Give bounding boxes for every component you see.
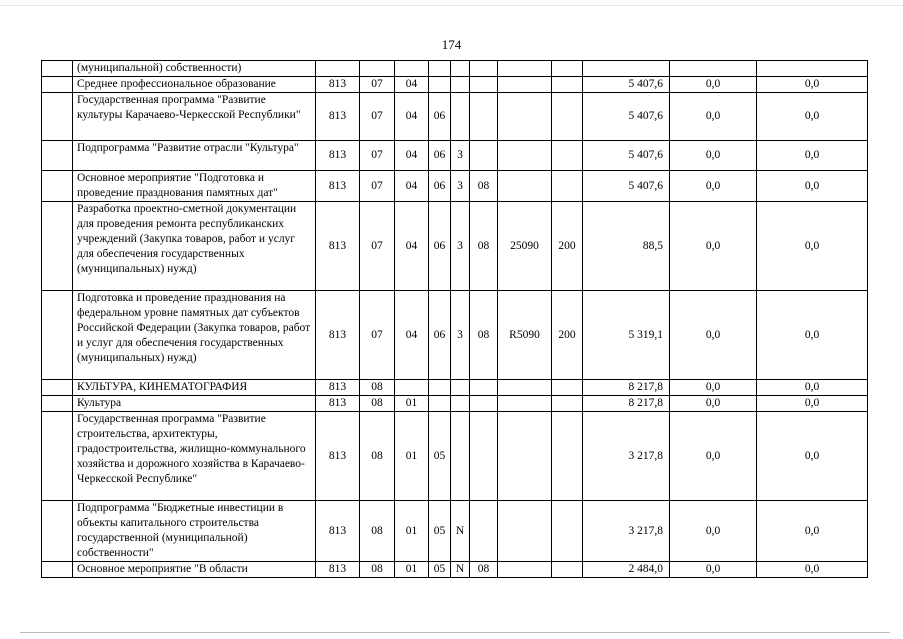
cell-activity — [470, 77, 498, 93]
cell-direction — [498, 77, 552, 93]
cell-sum-year2: 0,0 — [670, 562, 757, 578]
cell-subsection: 04 — [395, 93, 429, 141]
cell-grbs: 813 — [316, 291, 360, 380]
table-row — [42, 412, 868, 501]
cell-activity — [470, 501, 498, 562]
cell-activity: 08 — [470, 202, 498, 291]
cell-subsection — [395, 61, 429, 77]
cell-section: 08 — [360, 562, 395, 578]
table-row — [42, 396, 868, 412]
cell-index — [42, 141, 73, 171]
table-row — [42, 171, 868, 202]
budget-table — [41, 60, 868, 578]
cell-subsection: 01 — [395, 412, 429, 501]
cell-activity: 08 — [470, 562, 498, 578]
cell-name: (муниципальной) собственности) — [73, 61, 316, 77]
cell-index — [42, 380, 73, 396]
cell-program: 05 — [429, 501, 451, 562]
cell-subsection: 01 — [395, 396, 429, 412]
cell-section: 07 — [360, 171, 395, 202]
cell-activity: 08 — [470, 291, 498, 380]
cell-direction — [498, 380, 552, 396]
cell-sum-year1 — [583, 61, 670, 77]
cell-subprogram — [451, 61, 470, 77]
cell-index — [42, 93, 73, 141]
cell-direction: 25090 — [498, 202, 552, 291]
cell-grbs: 813 — [316, 380, 360, 396]
table-row — [42, 380, 868, 396]
cell-sum-year2: 0,0 — [670, 396, 757, 412]
table-row — [42, 77, 868, 93]
cell-sum-year2: 0,0 — [670, 141, 757, 171]
cell-section: 07 — [360, 93, 395, 141]
cell-name: Разработка проектно-сметной документации для проведения ремонта республиканских учреждений (Закупка товаров, работ и услуг для обеспечения государственных (муниципальных) нужд) — [73, 202, 316, 291]
cell-direction — [498, 93, 552, 141]
cell-direction — [498, 562, 552, 578]
cell-subprogram: N — [451, 501, 470, 562]
cell-sum-year3: 0,0 — [757, 396, 868, 412]
table-row — [42, 93, 868, 141]
cell-sum-year3: 0,0 — [757, 501, 868, 562]
cell-grbs: 813 — [316, 171, 360, 202]
cell-program — [429, 77, 451, 93]
cell-expense-type — [552, 396, 583, 412]
cell-section: 07 — [360, 202, 395, 291]
cell-expense-type — [552, 141, 583, 171]
cell-index — [42, 396, 73, 412]
cell-expense-type — [552, 562, 583, 578]
cell-sum-year1: 5 407,6 — [583, 93, 670, 141]
cell-sum-year3: 0,0 — [757, 380, 868, 396]
cell-sum-year1: 8 217,8 — [583, 396, 670, 412]
table-row — [42, 562, 868, 578]
cell-program: 06 — [429, 171, 451, 202]
cell-subprogram — [451, 396, 470, 412]
cell-expense-type — [552, 93, 583, 141]
cell-sum-year3: 0,0 — [757, 412, 868, 501]
cell-subprogram: 3 — [451, 141, 470, 171]
cell-name: Подпрограмма "Развитие отрасли "Культура" — [73, 141, 316, 171]
cell-name: КУЛЬТУРА, КИНЕМАТОГРАФИЯ — [73, 380, 316, 396]
cell-sum-year3: 0,0 — [757, 141, 868, 171]
cell-sum-year1: 2 484,0 — [583, 562, 670, 578]
cell-subsection: 04 — [395, 171, 429, 202]
cell-activity — [470, 61, 498, 77]
cell-section: 08 — [360, 396, 395, 412]
table-row — [42, 501, 868, 562]
cell-sum-year1: 8 217,8 — [583, 380, 670, 396]
cell-name: Культура — [73, 396, 316, 412]
cell-subprogram — [451, 380, 470, 396]
cell-sum-year2: 0,0 — [670, 412, 757, 501]
cell-grbs: 813 — [316, 501, 360, 562]
cell-subsection: 01 — [395, 562, 429, 578]
cell-sum-year1: 3 217,8 — [583, 412, 670, 501]
cell-section: 07 — [360, 77, 395, 93]
cell-sum-year3: 0,0 — [757, 291, 868, 380]
cell-sum-year3: 0,0 — [757, 77, 868, 93]
cell-subprogram: 3 — [451, 291, 470, 380]
cell-grbs: 813 — [316, 202, 360, 291]
cell-name: Подпрограмма "Бюджетные инвестиции в объекты капитального строительства государственной (муниципальной) собственности" — [73, 501, 316, 562]
cell-program: 06 — [429, 141, 451, 171]
cell-subsection: 01 — [395, 501, 429, 562]
cell-activity — [470, 396, 498, 412]
cell-direction — [498, 412, 552, 501]
cell-direction — [498, 501, 552, 562]
cell-program: 06 — [429, 202, 451, 291]
cell-direction — [498, 396, 552, 412]
cell-sum-year2: 0,0 — [670, 380, 757, 396]
cell-program — [429, 61, 451, 77]
cell-index — [42, 501, 73, 562]
cell-section: 07 — [360, 291, 395, 380]
cell-index — [42, 61, 73, 77]
cell-expense-type: 200 — [552, 202, 583, 291]
table-body — [42, 61, 868, 578]
cell-sum-year3: 0,0 — [757, 562, 868, 578]
cell-expense-type — [552, 380, 583, 396]
cell-activity — [470, 141, 498, 171]
cell-expense-type — [552, 171, 583, 202]
cell-sum-year1: 5 407,6 — [583, 141, 670, 171]
cell-program — [429, 396, 451, 412]
cell-sum-year2: 0,0 — [670, 291, 757, 380]
cell-sum-year2: 0,0 — [670, 77, 757, 93]
cell-activity — [470, 412, 498, 501]
table-row — [42, 202, 868, 291]
cell-subprogram — [451, 77, 470, 93]
table-row — [42, 141, 868, 171]
cell-sum-year2: 0,0 — [670, 93, 757, 141]
cell-subprogram — [451, 412, 470, 501]
cell-grbs: 813 — [316, 396, 360, 412]
cell-sum-year1: 3 217,8 — [583, 501, 670, 562]
cell-expense-type — [552, 412, 583, 501]
cell-direction — [498, 141, 552, 171]
cell-section: 08 — [360, 501, 395, 562]
cell-name: Среднее профессиональное образование — [73, 77, 316, 93]
cell-grbs: 813 — [316, 77, 360, 93]
cell-subsection: 04 — [395, 202, 429, 291]
cell-subsection: 04 — [395, 77, 429, 93]
cell-subsection: 04 — [395, 141, 429, 171]
cell-expense-type: 200 — [552, 291, 583, 380]
cell-expense-type — [552, 501, 583, 562]
cell-index — [42, 562, 73, 578]
cell-subsection — [395, 380, 429, 396]
cell-expense-type — [552, 61, 583, 77]
cell-section: 08 — [360, 380, 395, 396]
cell-grbs: 813 — [316, 562, 360, 578]
cell-program: 06 — [429, 291, 451, 380]
cell-sum-year3: 0,0 — [757, 202, 868, 291]
cell-section: 08 — [360, 412, 395, 501]
cell-index — [42, 77, 73, 93]
cell-grbs: 813 — [316, 141, 360, 171]
cell-subprogram: N — [451, 562, 470, 578]
cell-program: 05 — [429, 412, 451, 501]
table-row — [42, 61, 868, 77]
cell-direction — [498, 61, 552, 77]
cell-grbs: 813 — [316, 412, 360, 501]
cell-grbs: 813 — [316, 93, 360, 141]
cell-program: 05 — [429, 562, 451, 578]
cell-activity — [470, 380, 498, 396]
cell-index — [42, 291, 73, 380]
cell-name: Государственная программа "Развитие культуры Карачаево-Черкесской Республики" — [73, 93, 316, 141]
cell-name: Государственная программа "Развитие строительства, архитектуры, градостроительства, жилищно-коммунального хозяйства и дорожного хозяйства в Карачаево-Черкесской Республике" — [73, 412, 316, 501]
cell-expense-type — [552, 77, 583, 93]
cell-direction — [498, 171, 552, 202]
cell-direction: R5090 — [498, 291, 552, 380]
cell-sum-year3: 0,0 — [757, 93, 868, 141]
cell-activity: 08 — [470, 171, 498, 202]
cell-section — [360, 61, 395, 77]
cell-program — [429, 380, 451, 396]
scan-top-edge — [0, 5, 903, 6]
cell-sum-year2: 0,0 — [670, 202, 757, 291]
cell-sum-year3: 0,0 — [757, 171, 868, 202]
cell-sum-year2 — [670, 61, 757, 77]
cell-sum-year2: 0,0 — [670, 501, 757, 562]
cell-activity — [470, 93, 498, 141]
cell-name: Подготовка и проведение празднования на федеральном уровне памятных дат субъектов Российской Федерации (Закупка товаров, работ и услуг для обеспечения государственных (муниципальных) нужд) — [73, 291, 316, 380]
page-number: 174 — [441, 37, 462, 52]
cell-index — [42, 202, 73, 291]
cell-subprogram — [451, 93, 470, 141]
cell-sum-year3 — [757, 61, 868, 77]
cell-subprogram: 3 — [451, 171, 470, 202]
table-row — [42, 291, 868, 380]
cell-sum-year1: 88,5 — [583, 202, 670, 291]
cell-program: 06 — [429, 93, 451, 141]
cell-grbs — [316, 61, 360, 77]
scan-bottom-edge — [20, 632, 890, 633]
cell-subprogram: 3 — [451, 202, 470, 291]
cell-sum-year2: 0,0 — [670, 171, 757, 202]
cell-sum-year1: 5 407,6 — [583, 77, 670, 93]
cell-sum-year1: 5 319,1 — [583, 291, 670, 380]
cell-index — [42, 412, 73, 501]
cell-name: Основное мероприятие "В области — [73, 562, 316, 578]
cell-section: 07 — [360, 141, 395, 171]
cell-index — [42, 171, 73, 202]
cell-name: Основное мероприятие "Подготовка и проведение празднования памятных дат" — [73, 171, 316, 202]
cell-sum-year1: 5 407,6 — [583, 171, 670, 202]
cell-subsection: 04 — [395, 291, 429, 380]
